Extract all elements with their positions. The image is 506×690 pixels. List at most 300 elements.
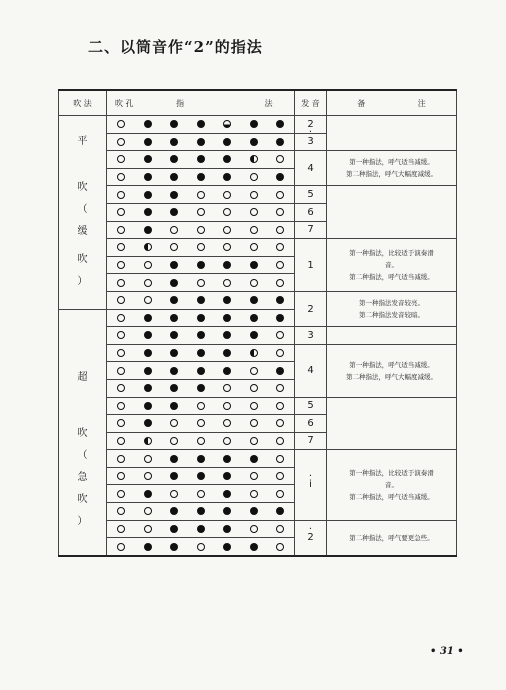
pitch-2-high: · 2 [307,532,313,543]
finger-hole-open-icon [250,490,258,498]
mode-char: 吹 [77,428,88,440]
pitch-6: 6 [307,206,314,218]
remark-line: 第一种指法，比较适于演奏滑 [349,468,434,477]
pitch-cell [295,291,327,326]
finger-hole-open-icon [223,279,231,287]
finger-hole-closed-icon [197,455,205,463]
page-number: • 31 • [430,646,464,657]
finger-hole-open-icon [223,191,231,199]
hole-row [107,151,294,168]
finger-hole-open-icon [250,402,258,410]
finger-hole-closed-icon [223,472,231,480]
hole-cell [107,450,295,468]
finger-hole-closed-icon [170,402,178,410]
finger-hole-closed-icon [250,543,258,551]
header-remarks-right: 注 [417,98,426,108]
blow-hole-open-icon [117,455,125,463]
blow-hole-open-icon [117,402,125,410]
pitch-5: 5 [307,189,314,201]
pitch-cell [295,432,327,450]
hole-cell [107,133,295,151]
finger-hole-open-icon [144,455,152,463]
finger-hole-closed-icon [276,120,284,128]
hole-cell [107,520,295,538]
hole-row [107,116,294,133]
finger-hole-open-icon [144,296,152,304]
finger-hole-open-icon [197,226,205,234]
finger-hole-closed-icon [144,331,152,339]
blow-hole-open-icon [117,472,125,480]
pitch-cell [295,450,327,520]
finger-hole-open-icon [250,419,258,427]
blow-hole-open-icon [117,138,125,146]
remark-line: 第二种指法，呼气大幅度减缓。 [346,170,437,179]
finger-hole-open-icon [223,226,231,234]
finger-hole-open-icon [250,279,258,287]
pitch-2: 2 [307,303,314,315]
remark-cell [327,520,457,556]
finger-hole-closed-icon [223,296,231,304]
finger-hole-closed-icon [170,296,178,304]
finger-hole-closed-icon [223,138,231,146]
finger-hole-open-icon [276,437,284,445]
finger-hole-closed-icon [276,173,284,181]
hole-row [107,362,294,379]
hole-cell [107,291,295,309]
blow-hole-open-icon [117,543,125,551]
finger-hole-half-icon [144,437,152,445]
remark-line: 第一种指法发音较亮。 [359,299,424,308]
hole-row [107,239,294,256]
finger-hole-closed-icon [276,296,284,304]
hole-row [107,521,294,538]
mode-char: （ [77,204,88,216]
finger-hole-closed-icon [223,261,231,269]
finger-hole-closed-icon [223,314,231,322]
header-remarks [327,90,457,116]
finger-hole-open-icon [197,543,205,551]
hole-cell [107,274,295,292]
finger-hole-closed-icon [250,455,258,463]
blow-hole-open-icon [117,525,125,533]
hole-cell [107,186,295,204]
finger-hole-open-icon [223,402,231,410]
hole-row [107,503,294,520]
finger-hole-open-icon [223,208,231,216]
table-body [59,116,457,556]
finger-hole-closed-icon [250,261,258,269]
finger-hole-closed-icon [223,155,231,163]
finger-hole-open-icon [276,243,284,251]
blow-hole-open-icon [117,191,125,199]
pitch-7: 7 [307,224,314,236]
finger-hole-closed-icon [144,314,152,322]
finger-hole-open-icon [250,208,258,216]
pitch-cell [295,344,327,397]
blow-hole-open-icon [117,279,125,287]
header-mode: 吹 法 [59,90,107,116]
finger-hole-closed-icon [144,226,152,234]
finger-hole-open-icon [223,243,231,251]
finger-hole-open-icon [223,419,231,427]
finger-hole-closed-icon [144,349,152,357]
finger-hole-closed-icon [250,331,258,339]
pitch-4: 4 [307,365,314,377]
finger-hole-half-icon [250,349,258,357]
finger-hole-open-icon [276,226,284,234]
header-holes-right: 法 [264,98,273,108]
finger-hole-closed-icon [170,314,178,322]
mode-char: ） [77,276,88,288]
header-holes-left: 吹 孔 [115,98,134,108]
remark-line: 第一种指法，比较适于演奏滑 [349,249,434,258]
finger-hole-open-icon [250,437,258,445]
hole-cell [107,379,295,397]
hole-row [107,310,294,327]
table-header-row [59,90,457,116]
finger-hole-open-icon [197,243,205,251]
finger-hole-closed-icon [170,507,178,515]
finger-hole-open-icon [250,472,258,480]
pitch-cell [295,151,327,186]
finger-hole-open-icon [276,384,284,392]
remark-line: 第二种指法，呼气要更急些。 [349,533,434,542]
finger-hole-closed-icon [223,455,231,463]
hole-cell [107,362,295,380]
finger-hole-closed-icon [144,173,152,181]
finger-hole-closed-icon [276,138,284,146]
finger-hole-closed-icon [276,314,284,322]
finger-hole-closed-icon [250,296,258,304]
finger-hole-closed-icon [276,367,284,375]
hole-cell [107,256,295,274]
hole-cell [107,503,295,521]
finger-hole-open-icon [170,226,178,234]
finger-hole-open-icon [170,437,178,445]
pitch-cell [295,397,327,415]
finger-hole-closed-icon [144,138,152,146]
finger-hole-closed-icon [170,155,178,163]
finger-hole-closed-icon [250,138,258,146]
blow-hole-open-icon [117,331,125,339]
hole-row [107,169,294,186]
finger-hole-closed-icon [170,472,178,480]
hole-row [107,398,294,415]
finger-hole-closed-icon [197,314,205,322]
finger-hole-open-icon [144,261,152,269]
remark-cell [327,397,457,450]
finger-hole-closed-icon [144,120,152,128]
finger-hole-closed-icon [223,525,231,533]
hole-cell [107,397,295,415]
hole-row [107,345,294,362]
finger-hole-open-icon [144,472,152,480]
finger-hole-closed-icon [197,261,205,269]
pitch-1: 1 [307,259,314,271]
finger-hole-closed-icon [197,296,205,304]
hole-row [107,380,294,397]
page-title: 二、以筒音作“2”的指法 [88,38,263,56]
hole-cell [107,344,295,362]
remark-cell [327,344,457,397]
pitch-3: 3 [307,329,314,341]
hole-cell [107,415,295,433]
pitch-cell [295,239,327,292]
hole-row [107,327,294,344]
fingering-table [58,89,457,557]
header-holes-mid: 指 [176,98,185,108]
blow-hole-open-icon [117,314,125,322]
finger-hole-open-icon [250,525,258,533]
finger-hole-closed-icon [144,191,152,199]
pitch-cell [295,203,327,221]
finger-hole-open-icon [276,402,284,410]
pitch-cell [295,415,327,433]
remark-line: 音。 [385,480,398,489]
finger-hole-open-icon [276,155,284,163]
finger-hole-closed-icon [197,525,205,533]
remark-cell [327,239,457,292]
hole-row [107,257,294,274]
finger-hole-open-icon [276,261,284,269]
finger-hole-closed-icon [197,120,205,128]
finger-hole-open-icon [276,279,284,287]
blow-hole-open-icon [117,173,125,181]
pitch-4: 4 [307,162,314,174]
finger-hole-open-icon [144,279,152,287]
finger-hole-closed-icon [223,507,231,515]
finger-hole-open-icon [170,490,178,498]
finger-hole-open-icon [250,367,258,375]
finger-hole-closed-icon [144,490,152,498]
finger-hole-closed-icon [170,261,178,269]
header-holes [107,90,295,116]
blow-hole-open-icon [117,349,125,357]
finger-hole-open-icon [223,437,231,445]
mode-char: 吹 [77,494,88,506]
remark-cell [327,151,457,186]
mode-flat [59,116,107,310]
blow-hole-open-icon [117,155,125,163]
pitch-5: 5 [307,400,314,412]
finger-hole-open-icon [276,472,284,480]
blow-hole-open-icon [117,261,125,269]
finger-hole-closed-icon [144,384,152,392]
finger-hole-closed-icon [223,543,231,551]
blow-hole-open-icon [117,437,125,445]
pitch-7: 7 [307,435,314,447]
hole-row [107,415,294,432]
remark-line: 音。 [385,261,398,270]
remark-cell [327,450,457,520]
finger-hole-open-icon [197,208,205,216]
pitch-6: 6 [307,417,314,429]
finger-hole-closed-icon [250,120,258,128]
hole-cell [107,327,295,345]
blow-hole-open-icon [117,384,125,392]
finger-hole-closed-icon [170,173,178,181]
hole-row [107,204,294,221]
mode-char: 吹 [77,254,88,266]
mode-char: 超 [77,372,88,384]
hole-row [107,274,294,291]
finger-hole-closed-icon [144,367,152,375]
finger-hole-open-icon [250,226,258,234]
finger-hole-closed-icon [223,349,231,357]
finger-hole-half-icon [144,243,152,251]
pitch-cell [295,327,327,345]
hole-cell [107,168,295,186]
finger-hole-closed-icon [250,314,258,322]
finger-hole-open-icon [276,331,284,339]
finger-hole-closed-icon [144,543,152,551]
pitch-3: 3 [307,136,314,148]
finger-hole-closed-icon [197,384,205,392]
finger-hole-open-icon [276,490,284,498]
blow-hole-open-icon [117,208,125,216]
finger-hole-closed-icon [197,138,205,146]
finger-hole-open-icon [276,208,284,216]
finger-hole-half-icon [223,120,231,128]
finger-hole-open-icon [197,191,205,199]
hole-row [107,433,294,450]
hole-cell [107,151,295,169]
hole-row [107,538,294,555]
finger-hole-closed-icon [170,279,178,287]
pitch-cell [295,133,327,151]
pitch-cell [295,520,327,556]
mode-char: 吹 [77,182,88,194]
finger-hole-open-icon [197,419,205,427]
remark-line: 第一种指法，呼气适当减缓。 [349,158,434,167]
finger-hole-closed-icon [170,191,178,199]
hole-cell [107,203,295,221]
remark-line: 第二种指法，呼气适当减缓。 [349,273,434,282]
finger-hole-closed-icon [197,349,205,357]
finger-hole-closed-icon [170,455,178,463]
blow-hole-open-icon [117,490,125,498]
finger-hole-open-icon [223,384,231,392]
finger-hole-closed-icon [170,349,178,357]
finger-hole-open-icon [276,455,284,463]
hole-row [107,292,294,309]
blow-hole-open-icon [117,226,125,234]
finger-hole-closed-icon [144,402,152,410]
finger-hole-closed-icon [144,419,152,427]
blow-hole-open-icon [117,507,125,515]
remark-line: 第二种指法，呼气大幅度减缓。 [346,372,437,381]
finger-hole-open-icon [276,419,284,427]
finger-hole-closed-icon [170,120,178,128]
finger-hole-closed-icon [170,525,178,533]
finger-hole-closed-icon [144,155,152,163]
finger-hole-open-icon [250,243,258,251]
finger-hole-closed-icon [170,367,178,375]
mode-char: 急 [77,472,88,484]
hole-row [107,450,294,467]
finger-hole-closed-icon [223,490,231,498]
finger-hole-closed-icon [197,507,205,515]
mode-over [59,309,107,556]
hole-row [107,468,294,485]
finger-hole-closed-icon [250,507,258,515]
hole-cell [107,239,295,257]
finger-hole-closed-icon [144,208,152,216]
pitch-cell [295,186,327,204]
hole-cell [107,538,295,556]
finger-hole-closed-icon [223,367,231,375]
pitch-1-high: · i [309,479,312,490]
finger-hole-closed-icon [276,507,284,515]
mode-char: 平 [77,136,88,148]
finger-hole-closed-icon [170,208,178,216]
hole-row [107,134,294,151]
finger-hole-open-icon [276,349,284,357]
remark-cell [327,291,457,326]
finger-hole-closed-icon [170,331,178,339]
finger-hole-open-icon [197,279,205,287]
finger-hole-closed-icon [197,173,205,181]
blow-hole-open-icon [117,296,125,304]
finger-hole-closed-icon [197,155,205,163]
finger-hole-open-icon [170,419,178,427]
remark-line: 第二种指法，呼气适当减缓。 [349,492,434,501]
hole-row [107,485,294,502]
finger-hole-closed-icon [197,331,205,339]
mode-char: ） [77,516,88,528]
hole-cell [107,485,295,503]
finger-hole-closed-icon [170,138,178,146]
remark-line: 第一种指法，呼气适当减缓。 [349,360,434,369]
finger-hole-open-icon [197,490,205,498]
finger-hole-open-icon [276,525,284,533]
finger-hole-closed-icon [170,543,178,551]
blow-hole-open-icon [117,120,125,128]
mode-char: （ [77,450,88,462]
blow-hole-open-icon [117,419,125,427]
blow-hole-open-icon [117,367,125,375]
finger-hole-open-icon [197,437,205,445]
hole-cell [107,467,295,485]
hole-cell [107,221,295,239]
hole-cell [107,309,295,327]
finger-hole-open-icon [170,243,178,251]
finger-hole-open-icon [250,173,258,181]
pitch-cell [295,116,327,134]
finger-hole-open-icon [144,525,152,533]
finger-hole-open-icon [250,384,258,392]
finger-hole-closed-icon [197,472,205,480]
finger-hole-closed-icon [223,173,231,181]
pitch-2: 2 · [307,119,313,130]
remark-line: 第二种指法发音较暗。 [359,311,424,320]
hole-cell [107,116,295,134]
header-pitch: 发 音 [295,90,327,116]
finger-hole-open-icon [144,507,152,515]
pitch-cell [295,221,327,239]
hole-row [107,222,294,239]
finger-hole-open-icon [197,402,205,410]
finger-hole-closed-icon [223,331,231,339]
remark-cell [327,186,457,239]
finger-hole-open-icon [276,543,284,551]
hole-row [107,186,294,203]
header-remarks-left: 备 [357,98,366,108]
finger-hole-half-icon [250,155,258,163]
finger-hole-closed-icon [197,367,205,375]
remark-cell [327,327,457,345]
finger-hole-closed-icon [170,384,178,392]
